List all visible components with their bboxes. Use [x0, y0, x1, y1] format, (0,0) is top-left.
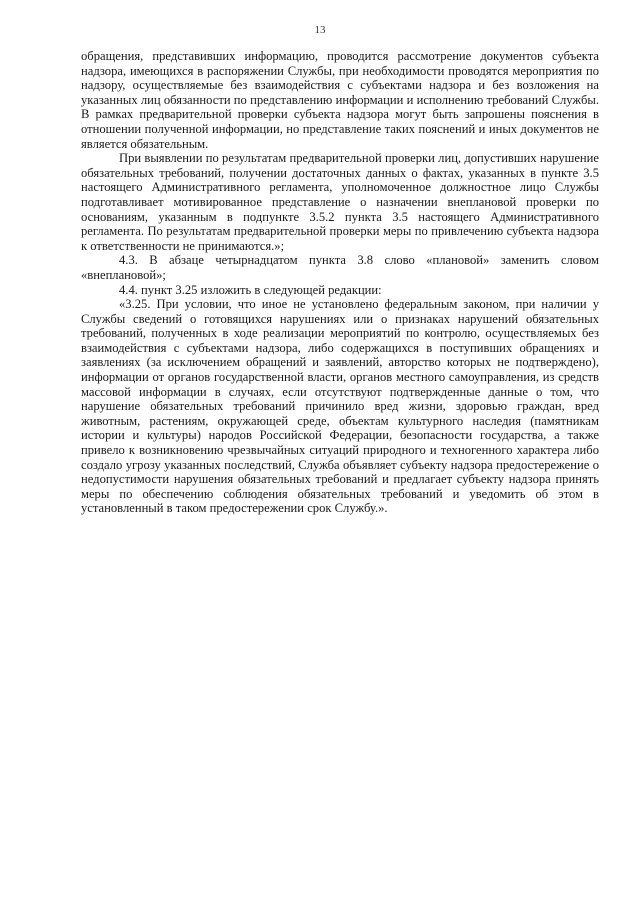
document-body [81, 49, 599, 516]
paragraph-continuation: обращения, представивших информацию, проводится рассмотрение документов субъекта надзора, имеющихся в распоряжении Службы, при необходимости проводятся мероприятия по надзору, осуществляемые без взаимодействия с субъектами надзора и без возложения на указанных лиц обязанности по представлению информации и исполнению требований Службы. В рамках предварительной проверки субъекта надзора могут быть запрошены пояснения в отношении полученной информации, но представление таких пояснений и иных документов не является обязательным. [81, 49, 599, 151]
paragraph-4-3: 4.3. В абзаце четырнадцатом пункта 3.8 слово «плановой» заменить словом «внеплановой»; [81, 253, 599, 282]
paragraph-preliminary-check: При выявлении по результатам предварительной проверки лиц, допустивших нарушение обязательных требований, получении достаточных данных о фактах, указанных в пункте 3.5 настоящего Административного регламента, уполномоченное должностное лицо Службы подготавливает мотивированное представление о назначении внеплановой проверки по основаниям, указанным в подпункте 3.5.2 пункта 3.5 настоящего Административного регламента. По результатам предварительной проверки меры по привлечению субъекта надзора к ответственности не принимаются.»; [81, 151, 599, 253]
paragraph-4-4: 4.4. пункт 3.25 изложить в следующей редакции: [119, 282, 382, 297]
paragraph-3-25: «3.25. При условии, что иное не установлено федеральным законом, при наличии у Службы сведений о готовящихся нарушениях или о признаках нарушений обязательных требований, полученных в ходе реализации мероприятий по контролю, осуществляемых без взаимодействия с субъектами надзора, либо содержащихся в поступивших обращениях и заявлениях (за исключением обращений и заявлений, авторство которых не подтверждено), информации от органов государственной власти, органов местного самоуправления, из средств массовой информации в случаях, если отсутствуют подтвержденные данные о том, что нарушение обязательных требований причинило вред жизни, здоровью граждан, вред животным, растениям, окружающей среде, объектам культурного наследия (памятникам истории и культуры) народов Российской Федерации, безопасности государства, а также привело к возникновению чрезвычайных ситуаций природного и техногенного характера либо создало угрозу указанных последствий, Служба объявляет субъекту надзора предостережение о недопустимости нарушения обязательных требований и предлагает субъекту надзора принять меры по обеспечению соблюдения обязательных требований и уведомить об этом в установленный в таком предостережении срок Службу.». [81, 297, 599, 516]
page-number: 13 [314, 24, 326, 36]
